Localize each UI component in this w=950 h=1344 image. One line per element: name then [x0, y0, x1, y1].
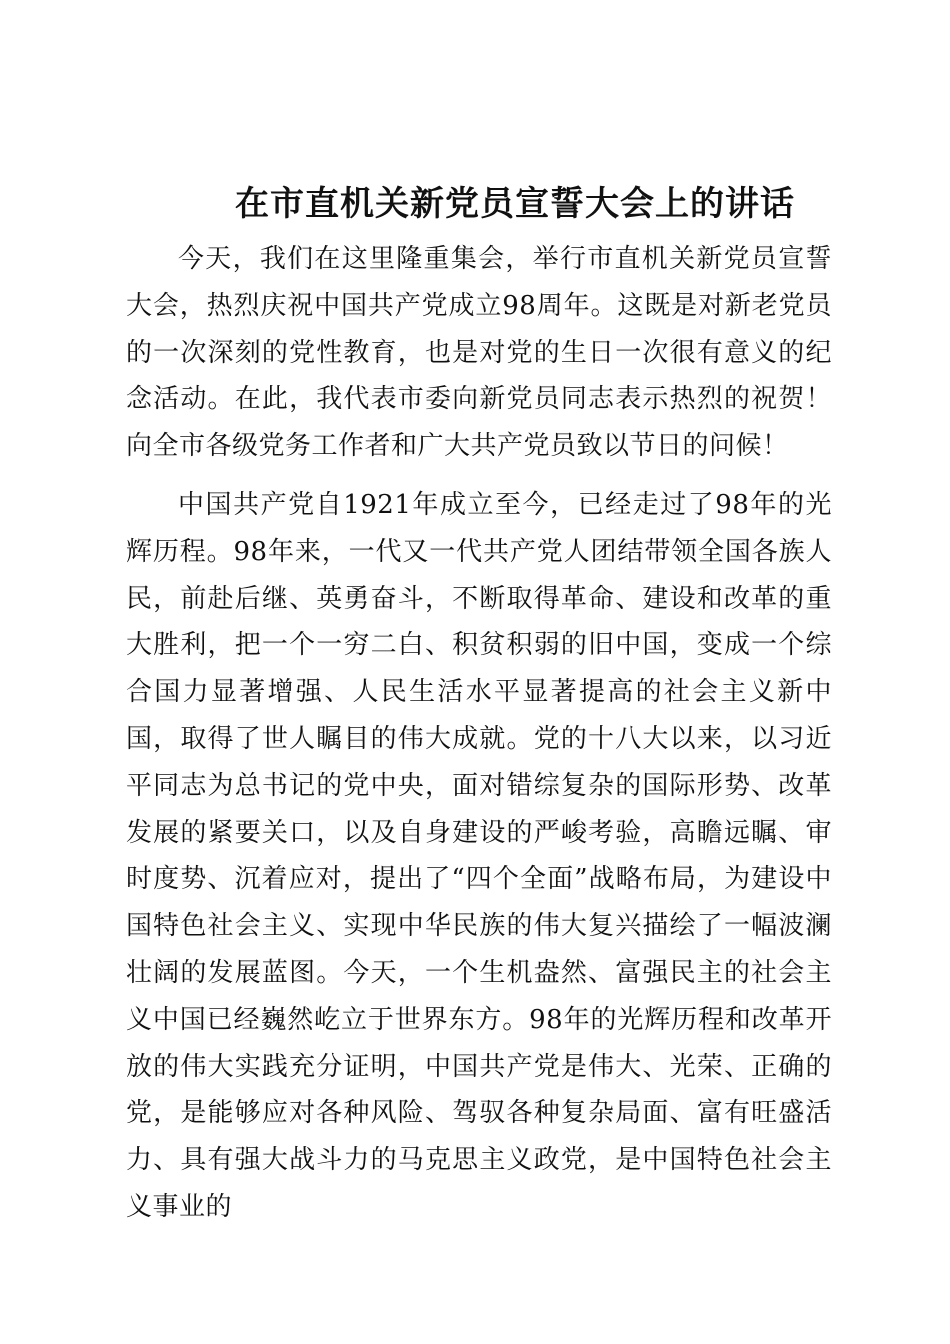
- document-title: 在市直机关新党员宣誓大会上的讲话: [235, 184, 795, 224]
- paragraph-2: 中国共产党自1921年成立至今，已经走过了98年的光辉历程。98年来，一代又一代共产党人团结带领全国各族人民，前赴后继、英勇奋斗，不断取得革命、建设和改革的重大胜利，把一个一穷二白、积贫积弱的旧中国，变成一个综合国力显著增强、人民生活水平显著提高的社会主义新中国，取得了世人瞩目的伟大成就。党的十八大以来，以习近平同志为总书记的党中央，面对错综复杂的国际形势、改革发展的紧要关口，以及自身建设的严峻考验，高瞻远瞩、审时度势、沉着应对，提出了“四个全面”战略布局，为建设中国特色社会主义、实现中华民族的伟大复兴描绘了一幅波澜壮阔的发展蓝图。今天，一个生机盎然、富强民主的社会主义中国已经巍然屹立于世界东方。98年的光辉历程和改革开放的伟大实践充分证明，中国共产党是伟大、光荣、正确的党，是能够应对各种风险、驾驭各种复杂局面、富有旺盛活力、具有强大战斗力的马克思主义政党，是中国特色社会主义事业的: [126, 489, 832, 1222]
- paragraph-1: 今天，我们在这里隆重集会，举行市直机关新党员宣誓大会，热烈庆祝中国共产党成立98周年。这既是对新老党员的一次深刻的党性教育，也是对党的生日一次很有意义的纪念活动。在此，我代表市委向新党员同志表示热烈的祝贺！向全市各级党务工作者和广大共产党员致以节日的问候！: [126, 244, 832, 462]
- document-body: [126, 236, 832, 1231]
